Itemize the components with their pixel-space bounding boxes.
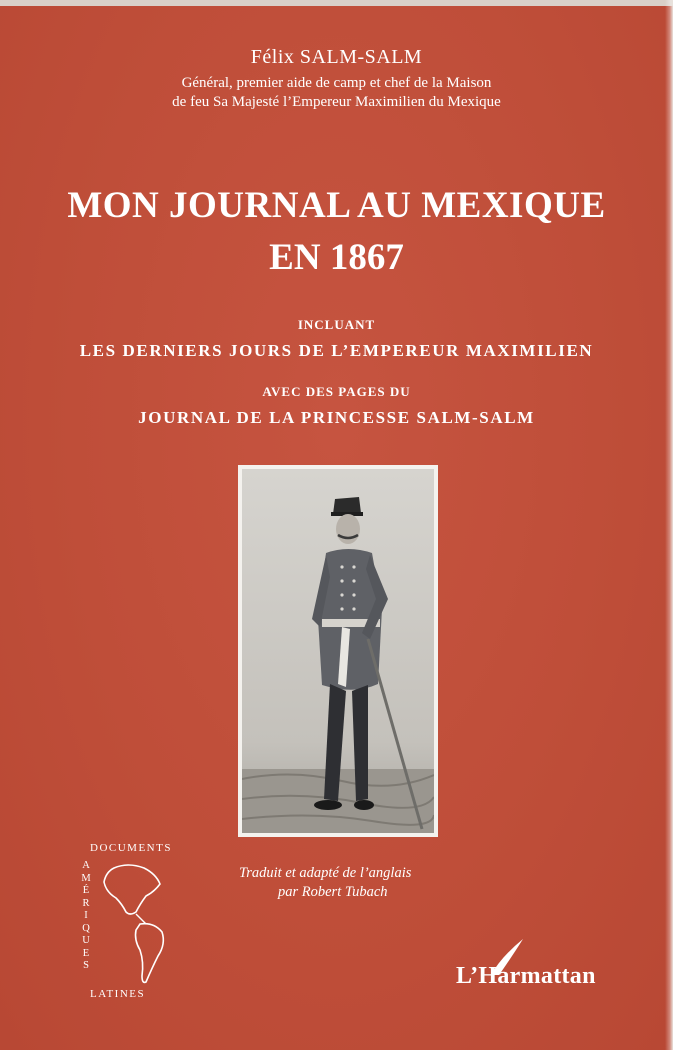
translator-line-2: par Robert Tubach	[278, 884, 388, 900]
translator-line-1: Traduit et adapté de l’anglais	[239, 865, 412, 881]
collection-top-word: DOCUMENTS	[90, 842, 172, 854]
title-line-1: MON JOURNAL AU MEXIQUE	[67, 185, 606, 226]
with-pages-label: AVEC DES PAGES DU	[262, 384, 411, 399]
including-label: INCLUANT	[297, 317, 376, 332]
subtitle-2: JOURNAL DE LA PRINCESSE SALM-SALM	[138, 408, 535, 427]
author-role-line-1: Général, premier aide de camp et chef de la Maison	[181, 75, 492, 91]
author-role-line-2: de feu Sa Majesté l’Empereur Maximilien du Mexique	[172, 94, 501, 110]
cover-top-edge	[0, 0, 673, 6]
title-line-2: EN 1867	[269, 237, 404, 278]
collection-vertical-text: A M É R I Q U E S	[81, 860, 91, 971]
author-name: Félix SALM-SALM	[250, 46, 423, 68]
cover-right-edge	[665, 0, 673, 1050]
collection-bottom-word: LATINES	[90, 988, 146, 1000]
collection-vertical-word	[80, 860, 92, 973]
collection-logo	[80, 842, 190, 1012]
portrait-photo	[238, 465, 438, 837]
subtitle-1: LES DERNIERS JOURS DE L’EMPEREUR MAXIMILIEN	[79, 341, 594, 360]
portrait-officer-image	[242, 469, 434, 833]
americas-map-icon	[96, 862, 176, 987]
publisher-name: L’Harmattan	[456, 963, 596, 989]
